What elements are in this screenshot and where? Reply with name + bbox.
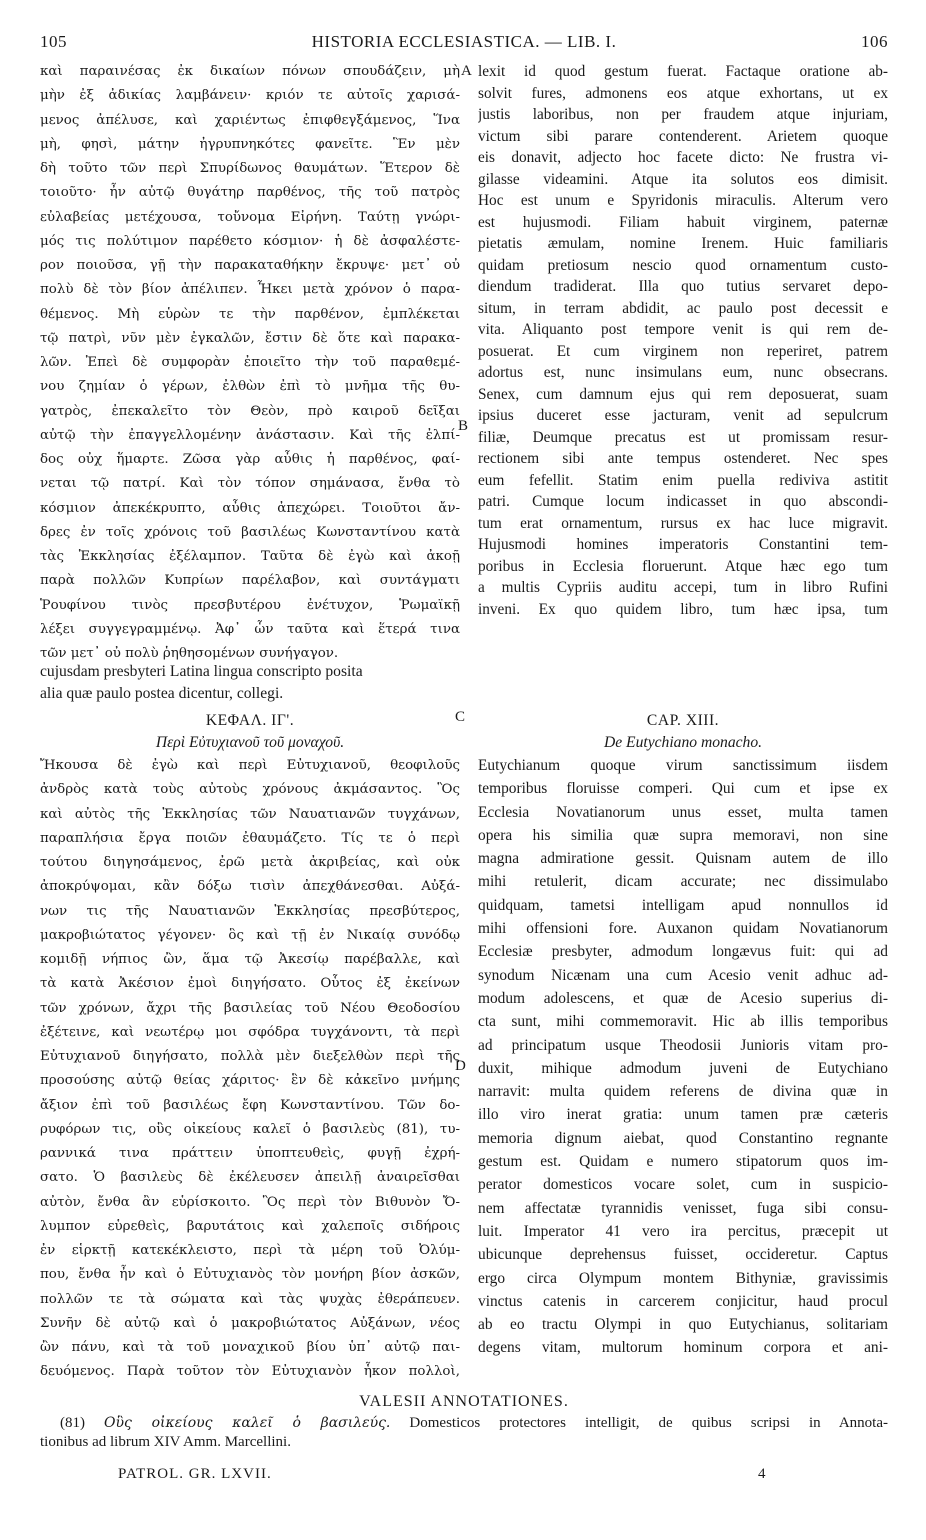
text-line: magna admiratione gessit. Quisnam autem de illo bbox=[478, 850, 888, 868]
text-line: Hoc est unum e Spyridonis miraculis. Alterum vero bbox=[478, 192, 888, 209]
text-line: αὐτὸν, ἔνθα ἂν εὑρίσκοιτο. Ὃς περὶ τὸν Βιθυνὸν Ὄ- bbox=[40, 1194, 460, 1210]
text-line: nem affectatæ tyrannidis venisset, fuga sibi consu- bbox=[478, 1199, 888, 1217]
text-line: vita. Aliquanto post tempore venit is qui rem de- bbox=[478, 321, 888, 338]
text-line: τῶν μετ᾽ οὐ πολὺ ῥηθησομένων συνήγαγον. bbox=[40, 646, 339, 661]
text-line: cta sunt, mihi commemoravit. Hic ab illis temporibus bbox=[478, 1013, 888, 1031]
text-line: ἐξέτεινε, καὶ νεωτέρῳ μοι σφόδρα τυγχάνοντι, τὰ περὶ bbox=[40, 1024, 460, 1040]
note-text: Domesticos protectores intelligit, de quibus scripsi in Annota- bbox=[409, 1415, 888, 1431]
running-header bbox=[40, 32, 888, 54]
text-line: memoria dignum aiebat, quod Constantino regnante bbox=[478, 1129, 888, 1147]
text-line: eis donavit, adjecto hoc facete dicto: Ne frustra vi- bbox=[478, 149, 888, 166]
annotation-line bbox=[40, 1414, 888, 1433]
text-line: a multis Cypriis auditu accepi, tum in libro Rufini bbox=[478, 579, 888, 596]
text-line: Ἤκουσα δὲ ἐγὼ καὶ περὶ Εὐτυχιανοῦ, θεοφιλοῦς bbox=[40, 758, 460, 773]
text-line: gilasse videamini. Atque ita solutos eos dimisit. bbox=[478, 170, 888, 188]
text-line: posuerat. Et cum virginem non reperiret, patrem bbox=[478, 342, 888, 360]
annotation-line: tionibus ad librum XIV Amm. Marcellini. bbox=[40, 1434, 291, 1450]
text-line: Ecclesiæ presbyter, admodum longævus fuit: qui ad bbox=[478, 943, 888, 961]
text-line: κόσμιον ἀπεκέκρυπτο, αὖθις ἀπεχώρει. Τοιοῦτοι ἄν- bbox=[40, 500, 460, 516]
text-line: μός τις πολύτιμον παρέθετο κόσμιον· ἡ δὲ ἀσφαλέστε- bbox=[40, 233, 460, 249]
text-line: filiæ, Deumque precatus est ut promissam resur- bbox=[478, 428, 888, 446]
text-line: νου ζημίαν ὁ γέρων, ἐλθὼν ἐπὶ τὸ μνῆμα τῆς θυ- bbox=[40, 379, 460, 395]
text-line: ἀνδρὸς κατὰ τοὺς αὐτοὺς χρόνους ἀκμάσαντος. Ὃς bbox=[40, 782, 460, 798]
text-line: ἐν εἱρκτῇ κατεκέκλειστο, περὶ τὰ μέρη τοῦ Ὀλύμ- bbox=[40, 1243, 460, 1258]
note-reference: (81) bbox=[60, 1415, 85, 1431]
annotations bbox=[40, 1390, 888, 1452]
text-line: δευόμενος. Παρὰ τοῦτον τὸν Εὐτυχιανὸν ἧκον πολλοὶ, bbox=[40, 1364, 460, 1380]
text-line: θέμενος. Μὴ εὑρὼν τε τὴν παρθένον, ἐμπλέκεται bbox=[40, 306, 460, 322]
text-line: synodum Nicænam una cum Acesio venit adhuc ad- bbox=[478, 966, 888, 984]
text-line: gestum est. Quidam e numero stipatorum quos im- bbox=[478, 1153, 888, 1171]
text-line: diendum tradiderat. Illa quo tutius servaret depo- bbox=[478, 278, 888, 295]
text-line: μὴν ἐξ ἀδικίας λαμβάνειν· κριόν τε αὐτοῖς χαρισά- bbox=[40, 88, 460, 104]
text-line: λῶν. Ἐπεὶ δὲ συμφορὰν ἐποιεῖτο τὴν τοῦ παραθεμέ- bbox=[40, 355, 460, 370]
text-line: καὶ παραινέσας ἐκ δικαίων πόνων σπουδάζειν, μὴ bbox=[40, 64, 460, 79]
text-line: rectionem sibi ante tempus ostenderet. Nec spes bbox=[478, 450, 888, 467]
text-line: πολὺ δὲ τὸν βίον ἀπέλιπεν. Ἧκει μετὰ χρόνον ὁ παρα- bbox=[40, 282, 460, 298]
text-line: quidquam, tametsi intelligam apud nonnullos id bbox=[478, 896, 888, 914]
latin-chapter bbox=[478, 710, 888, 1360]
text-line: καὶ αὐτὸς τῆς Ἐκκλησίας τῶν Ναυατιανῶν τυγχάνων, bbox=[40, 806, 460, 822]
text-line: ubicunque deprehensus fuisset, occideretur. Captus bbox=[478, 1246, 888, 1264]
text-line: pietatis æmulam, nomine Irenem. Huic familiaris bbox=[478, 235, 888, 252]
text-line: mihi offensioni fore. Auxanon quidam Novatianorum bbox=[478, 920, 888, 938]
text-line: poribus in Ecclesia floruerunt. Atque hæc ego tum bbox=[478, 557, 888, 575]
text-line: ab eo tractu Olympi in quo Eutychianus, solitariam bbox=[478, 1316, 888, 1334]
text-line: προσούσης αὐτῷ θείας χάριτος· ἓν δὲ κἀκεῖνο μνήμης bbox=[40, 1073, 460, 1089]
text-line: patri. Cumque locum indicasset in quo abscondi- bbox=[478, 493, 888, 510]
text-line: που, ἔνθα ἦν καὶ ὁ Εὐτυχιανὸς τὸν μονήρη βίον ἀσκῶν, bbox=[40, 1267, 460, 1283]
text-line: quidam pretiosum nescio quod ornamentum custo- bbox=[478, 256, 888, 274]
latin-continuation bbox=[40, 661, 888, 704]
page-footer bbox=[40, 1466, 888, 1488]
text-line: justis laboribus, non per fraudem atque injuriam, bbox=[478, 106, 888, 123]
greek-chapter-subtitle: Περὶ Εὐτυχιανοῦ τοῦ μοναχοῦ. bbox=[155, 734, 345, 751]
text-line: Hujusmodi homines imperatoris Constantini tem- bbox=[478, 536, 888, 553]
text-line: ραννικά τινα πράττειν ὑποπτευθεὶς, φυγῇ ἐχρή- bbox=[40, 1146, 460, 1161]
latin-chapter-text bbox=[478, 754, 888, 1360]
text-line: ἀποκρύψομαι, κἂν δόξω τισὶν ἀπεχθάνεσθαι. Αὐξά- bbox=[40, 879, 460, 895]
latin-column-top bbox=[478, 61, 888, 620]
text-line: ad principatum usque Theodosii Junioris vitam pro- bbox=[478, 1036, 888, 1054]
text-line: δος οὐχ ἥμαρτε. Ζῶσα γὰρ αὖθις ἡ παρθένος, φαί- bbox=[40, 452, 460, 467]
margin-marker-b: B bbox=[458, 418, 469, 434]
text-line: μακροβιώτατος γέγονεν· ὃς καὶ τῇ ἐν Νικαίᾳ συνόδῳ bbox=[40, 927, 460, 943]
text-line: duxit, mihique admodum juveni de Eutychiano bbox=[478, 1059, 888, 1077]
text-line: νεται τῷ πατρί. Καὶ τὸν τόπον σημάνασα, ἔνθα τὸ bbox=[40, 476, 460, 492]
text-line: Συνῆν δὲ αὐτῷ καὶ ὁ μακροβιώτατος Αὐξάνων, νέος bbox=[40, 1315, 460, 1331]
text-line: τούτου διηγησάμενος, ἐρῶ μετὰ ἀκριβείας, καὶ οὐκ bbox=[40, 855, 460, 870]
text-line: Senex, cum damnum ejus qui rem deposuerat, suam bbox=[478, 385, 888, 403]
text-line: ἄξιον ἐπὶ τοῦ βασιλέως ἔφη Κωνσταντίνου. Τῶν δο- bbox=[40, 1097, 460, 1113]
patrologia-signature: PATROL. GR. LXVII. bbox=[118, 1466, 272, 1482]
text-line: τῷ πατρὶ, νῦν μὲν ἐγκαλῶν, ἔστιν δὲ ὅτε καὶ παρακα- bbox=[40, 330, 460, 346]
greek-chapter bbox=[40, 710, 460, 1385]
text-line: solvit fures, admonens eos atque exhortans, ut ex bbox=[478, 84, 888, 102]
text-line: τῶν χρόνων, ἄχρι τῆς βασιλείας τοῦ Νέου Θεοδοσίου bbox=[40, 1000, 460, 1016]
page-number-left: 105 bbox=[40, 32, 67, 51]
text-line: Εὐτυχιανοῦ διηγήσατο, πολλὰ μὲν διεξελθὼν περὶ τῆς bbox=[40, 1049, 460, 1064]
text-line: λέξει συγγεγραμμένῳ. Ἀφ᾽ ὧν ταῦτα καὶ ἕτερά τινα bbox=[40, 621, 460, 637]
continuation-line: cujusdam presbyteri Latina lingua conscripto posita bbox=[40, 663, 363, 680]
text-line: perator domesticos vocare solet, cum in suspicio- bbox=[478, 1176, 888, 1194]
text-line: παραπλήσια ἔργα ποιῶν ἐθαυμάζετο. Τίς τε ὁ περὶ bbox=[40, 830, 460, 846]
text-line: est hujusmodi. Filiam habuit virginem, paternæ bbox=[478, 213, 888, 231]
text-line: Eutychianum quoque virum sanctissimum iisdem bbox=[478, 757, 888, 774]
margin-marker-d: D bbox=[455, 1058, 466, 1074]
text-line: eum fefellit. Statim enim puella rediviva astitit bbox=[478, 471, 888, 489]
text-line: δὴ τοῦτο τῶν περὶ Σπυρίδωνος θαυμάτων. Ἕτερον δὲ bbox=[40, 161, 460, 176]
text-line: ipsius duceret esse jacturam, venit ad sepulcrum bbox=[478, 407, 888, 424]
text-line: πολλῶν τε τὰ σώματα καὶ τὰς ψυχὰς ἐθεράπευεν. bbox=[40, 1291, 460, 1307]
text-line: μενος ἀπέλυσε, καὶ χαριέντως ἐπιφθεγξάμενος, Ἵνα bbox=[40, 112, 460, 128]
text-line: illo viro inerat gratia: unum tamen præ cæteris bbox=[478, 1106, 888, 1124]
text-line: Ῥουφίνου τινὸς πρεσβυτέρου ἐνέτυχον, Ῥωμαϊκῇ bbox=[40, 597, 460, 613]
text-line: παρὰ πολλῶν Κυπρίων παρέλαβον, καὶ συντάγματι bbox=[40, 573, 460, 589]
text-line: narravit: multa quidem referens de divina quæ in bbox=[478, 1083, 888, 1101]
text-line: ὢν πάνυ, καὶ τὰ τοῦ μοναχικοῦ βίου ὑπ᾽ αὐτῷ παι- bbox=[40, 1340, 460, 1355]
text-line: Ecclesia Novatianorum unus esset, multa tamen bbox=[478, 803, 888, 821]
text-line: vinctus catenis in carcerem conjicitur, haud procul bbox=[478, 1292, 888, 1310]
text-line: μὴ, φησὶ, μάτην ἠγρυπνηκότες φανεῖτε. Ἓν μὲν bbox=[40, 136, 460, 152]
text-line: luit. Imperator 41 vero ira percitus, præcepit ut bbox=[478, 1222, 888, 1240]
margin-marker-a: A bbox=[461, 63, 472, 79]
text-line: τὰς Ἐκκλησίας ἐξέλαμπον. Ταῦτα δὲ ἐγὼ καὶ ἀκοῇ bbox=[40, 549, 460, 564]
margin-marker-c: C bbox=[455, 709, 466, 725]
text-line: inveni. Ex quo quidem libro, tum hæc ipsa, tum bbox=[478, 600, 888, 618]
text-line: opera his similia quæ supra memoravi, non sine bbox=[478, 826, 888, 844]
text-line: lexit id quod gestum fuerat. Factaque oratione ab- bbox=[478, 63, 888, 80]
greek-chapter-heading: ΚΕΦΑΛ. ΙΓ'. bbox=[205, 712, 295, 729]
text-line: αὐτῷ τὴν ἐπαγγελλομένην ἀνάστασιν. Καὶ τῆς ἐλπί- bbox=[40, 427, 460, 443]
text-line: temporibus floruisse comperi. Qui cum et ipse ex bbox=[478, 780, 888, 798]
text-line: tum erat ornamentum, rursus ex hac luce migravit. bbox=[478, 514, 888, 532]
text-line: τοιοῦτο· ἦν αὐτῷ θυγάτηρ παρθένος, τῆς τοῦ πατρὸς bbox=[40, 185, 460, 201]
text-line: νων τις τῆς Ναυατιανῶν Ἐκκλησίας πρεσβύτερος, bbox=[40, 903, 460, 919]
text-line: εὐλαβείας μετέχουσα, τοὔνομα Εἰρήνη. Ταύτῃ γνώρι- bbox=[40, 209, 460, 225]
greek-chapter-text bbox=[40, 754, 460, 1385]
gathering-number: 4 bbox=[758, 1466, 766, 1482]
text-line: γατρὸς, ἐπεκαλεῖτο τὸν Θεὸν, πρὸ καιροῦ δεῖξαι bbox=[40, 403, 460, 419]
annotations-title: VALESII ANNOTATIONES. bbox=[359, 1393, 569, 1410]
running-title: HISTORIA ECCLESIASTICA. — LIB. I. bbox=[311, 32, 617, 51]
latin-chapter-heading: CAP. XIII. bbox=[646, 712, 720, 729]
text-line: τὰ κατὰ Ἀκέσιον ἐμοὶ διηγήσατο. Οὗτος ἐξ ἐκείνων bbox=[40, 976, 460, 992]
text-line: κομιδῇ νήπιος ὢν, ἅμα τῷ Ἀκεσίῳ παρέβαλλε, καὶ bbox=[40, 952, 460, 967]
text-line: δρες ἐν τοῖς χρόνοις τοῦ βασιλέως Κωνσταντίνου κατὰ bbox=[40, 524, 460, 540]
note-greek: Οὓς οἰκείους καλεῖ ὁ βασιλεύς. bbox=[104, 1415, 391, 1431]
text-line: modum adolescens, et quæ de Acesio superius di- bbox=[478, 989, 888, 1007]
page-number-right: 106 bbox=[861, 32, 888, 51]
text-line: degens vitam, multorum hominum corpora et ani- bbox=[478, 1339, 888, 1357]
text-line: ρον ποιοῦσα, γῇ τὴν παρακαταθήκην ἔκρυψε· μετ᾽ οὐ bbox=[40, 258, 460, 273]
text-line: situm, in terram abdidit, ac paulo post decessit e bbox=[478, 299, 888, 317]
text-line: λυμπον εὑρεθεὶς, βαρυτάτοις καὶ χαλεποῖς σιδήροις bbox=[40, 1218, 460, 1234]
greek-column-top bbox=[40, 60, 460, 666]
text-line: ergo circa Olympum montem Bithyniæ, gravissimis bbox=[478, 1269, 888, 1287]
latin-chapter-subtitle: De Eutychiano monacho. bbox=[603, 734, 763, 751]
continuation-line: alia quæ paulo postea dicentur, collegi. bbox=[40, 684, 284, 702]
text-line: σατο. Ὁ βασιλεὺς δὲ ἐκέλευσεν ἀπειλῇ ἀναιρεῖσθαι bbox=[40, 1170, 460, 1186]
text-line: victum sibi parare contenderent. Arietem quoque bbox=[478, 127, 888, 145]
text-line: mihi retulerit, dicam accurate; nec dissimulabo bbox=[478, 873, 888, 891]
text-line: ρυφόρων τις, οὓς οἰκείους καλεῖ ὁ βασιλεὺς (81), τυ- bbox=[40, 1121, 460, 1137]
text-line: adortus est, nunc insimulans eum, nunc obsecrans. bbox=[478, 364, 888, 381]
